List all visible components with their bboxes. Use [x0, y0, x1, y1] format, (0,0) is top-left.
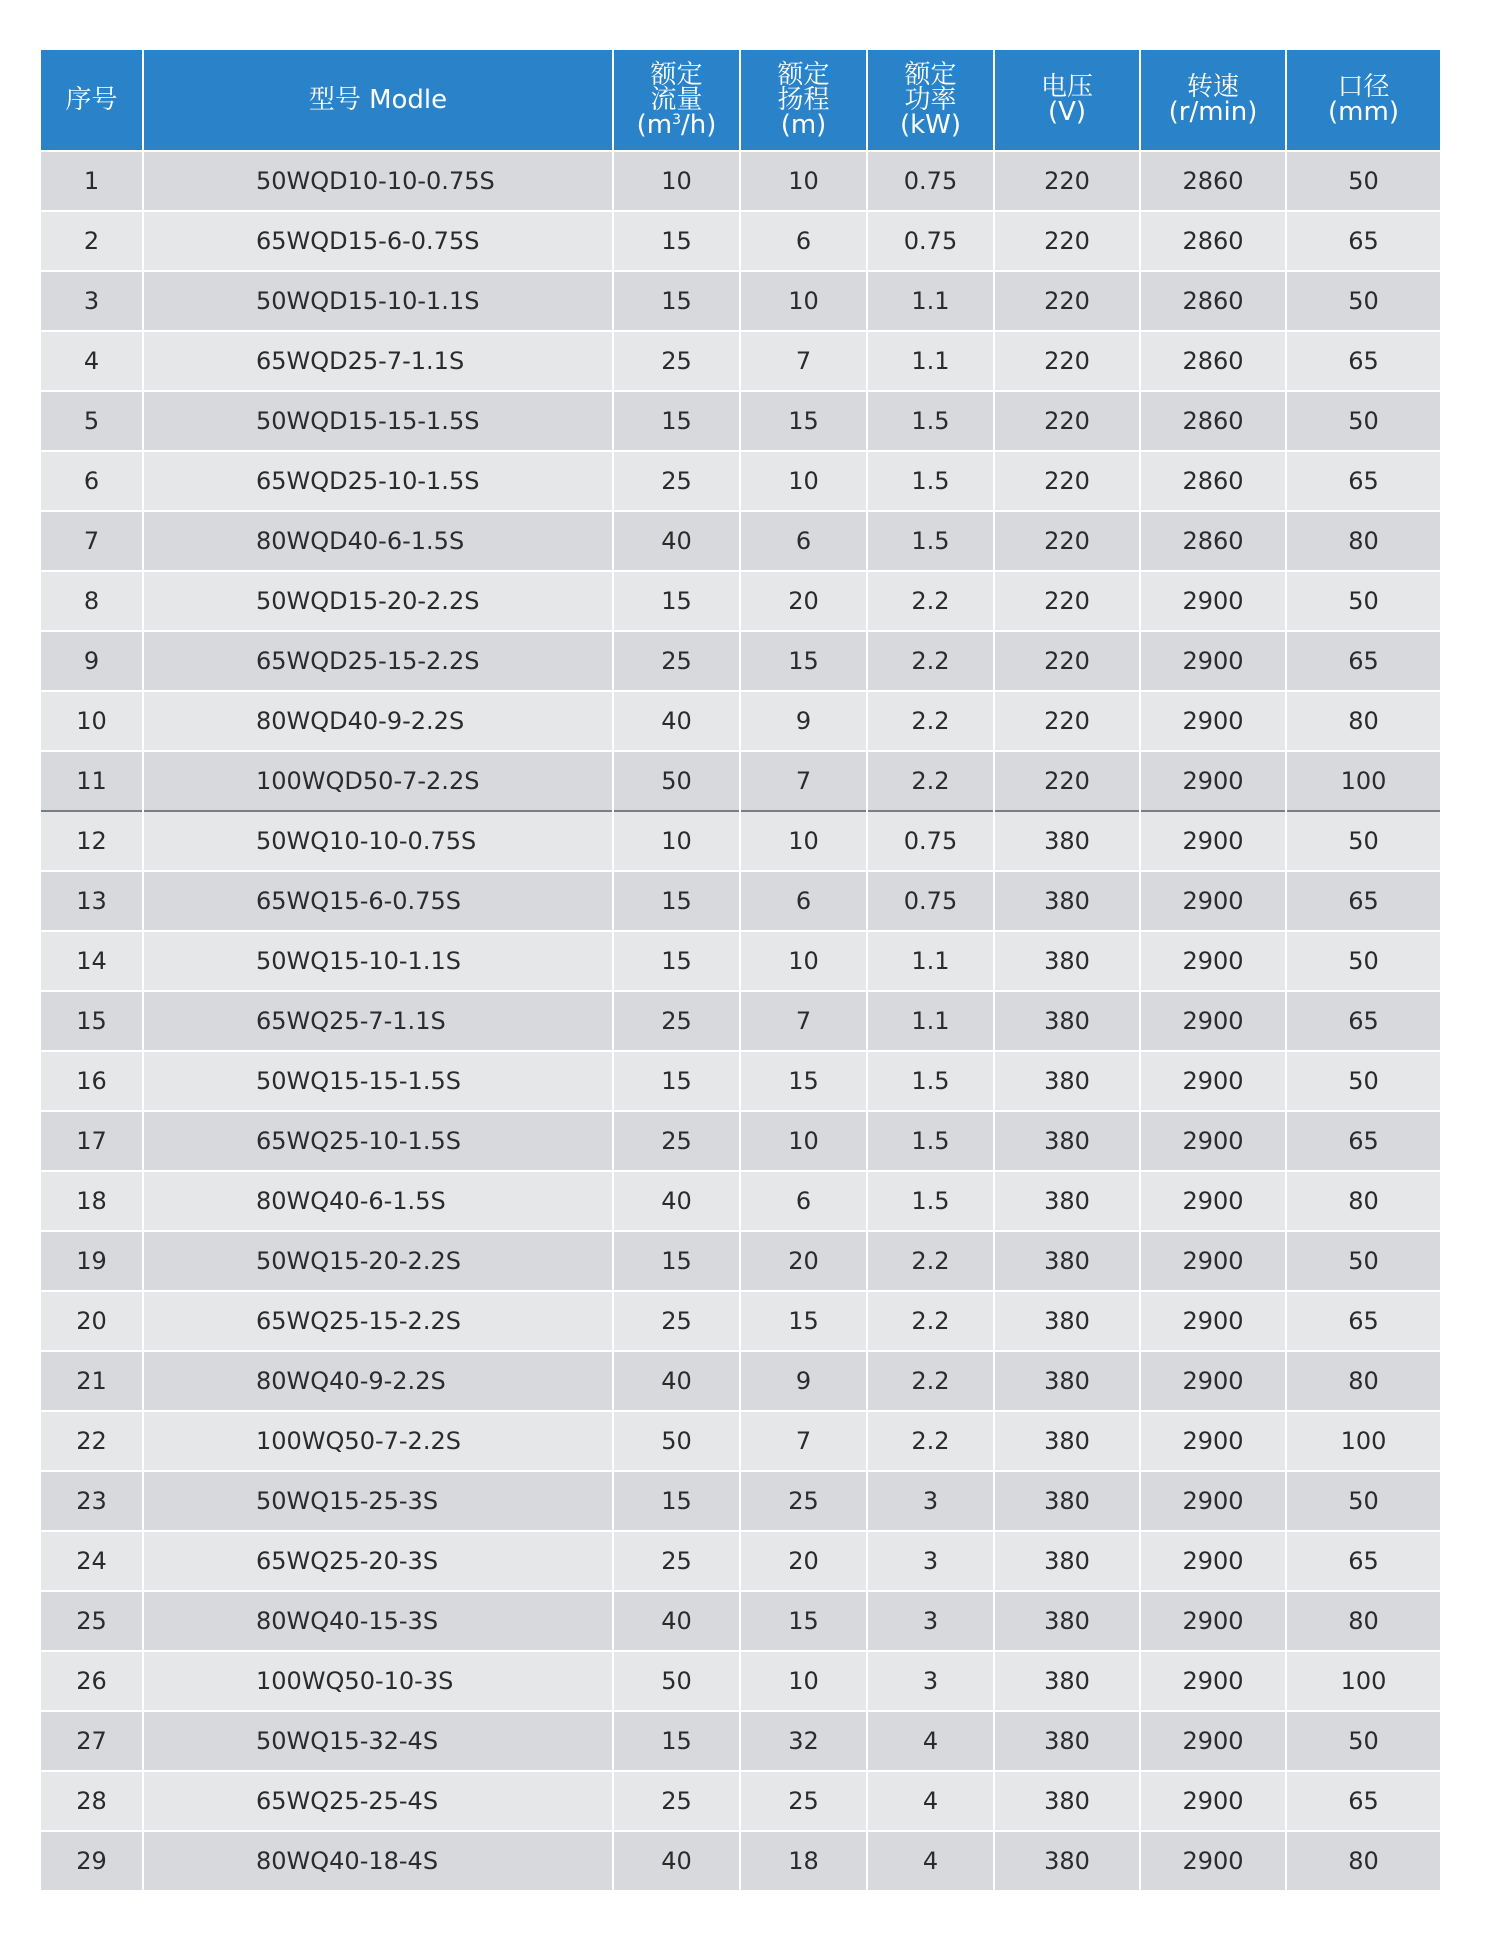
header-head: 额定 扬程 (m): [740, 50, 867, 151]
table-row: [41, 1771, 1440, 1831]
cell-power: 2.2: [867, 1351, 994, 1411]
cell-no: 1: [41, 151, 143, 211]
cell-speed: 2900: [1140, 571, 1286, 631]
header-caliber: 口径 (mm): [1286, 50, 1440, 151]
table-row: [41, 1651, 1440, 1711]
cell-caliber: 50: [1286, 1471, 1440, 1531]
cell-model: 50WQ15-32-4S: [143, 1711, 613, 1771]
cell-speed: 2900: [1140, 631, 1286, 691]
cell-voltage: 380: [994, 1471, 1140, 1531]
cell-speed: 2860: [1140, 211, 1286, 271]
cell-head: 9: [740, 691, 867, 751]
cell-flow: 25: [613, 1771, 740, 1831]
cell-speed: 2900: [1140, 1531, 1286, 1591]
cell-head: 6: [740, 211, 867, 271]
cell-speed: 2900: [1140, 1171, 1286, 1231]
cell-speed: 2860: [1140, 151, 1286, 211]
cell-no: 2: [41, 211, 143, 271]
cell-model: 80WQ40-6-1.5S: [143, 1171, 613, 1231]
cell-power: 1.5: [867, 1051, 994, 1111]
cell-power: 1.1: [867, 271, 994, 331]
table-row: [41, 991, 1440, 1051]
cell-power: 1.5: [867, 511, 994, 571]
cell-head: 7: [740, 751, 867, 811]
cell-no: 24: [41, 1531, 143, 1591]
table-row: [41, 271, 1440, 331]
table-row: [41, 391, 1440, 451]
cell-voltage: 380: [994, 1591, 1140, 1651]
cell-no: 29: [41, 1831, 143, 1890]
cell-no: 25: [41, 1591, 143, 1651]
cell-head: 25: [740, 1471, 867, 1531]
cell-model: 50WQD10-10-0.75S: [143, 151, 613, 211]
cell-power: 3: [867, 1531, 994, 1591]
cell-speed: 2900: [1140, 1351, 1286, 1411]
cell-flow: 25: [613, 1531, 740, 1591]
cell-head: 25: [740, 1771, 867, 1831]
cell-caliber: 80: [1286, 1171, 1440, 1231]
cell-flow: 15: [613, 271, 740, 331]
cell-flow: 25: [613, 331, 740, 391]
cell-flow: 40: [613, 1351, 740, 1411]
cell-speed: 2900: [1140, 1651, 1286, 1711]
cell-head: 10: [740, 451, 867, 511]
cell-speed: 2860: [1140, 391, 1286, 451]
cell-model: 50WQD15-15-1.5S: [143, 391, 613, 451]
cell-head: 15: [740, 631, 867, 691]
cell-head: 7: [740, 331, 867, 391]
table-row: [41, 1111, 1440, 1171]
cell-model: 100WQD50-7-2.2S: [143, 751, 613, 811]
cell-voltage: 220: [994, 631, 1140, 691]
cell-voltage: 380: [994, 871, 1140, 931]
cell-power: 1.1: [867, 331, 994, 391]
cell-voltage: 380: [994, 811, 1140, 871]
cell-head: 10: [740, 1651, 867, 1711]
cell-power: 2.2: [867, 1291, 994, 1351]
table-row: [41, 331, 1440, 391]
cell-flow: 25: [613, 451, 740, 511]
cell-caliber: 80: [1286, 1351, 1440, 1411]
cell-voltage: 380: [994, 1051, 1140, 1111]
cell-caliber: 80: [1286, 511, 1440, 571]
cell-flow: 15: [613, 211, 740, 271]
cell-caliber: 65: [1286, 211, 1440, 271]
cell-power: 2.2: [867, 631, 994, 691]
table-row: [41, 631, 1440, 691]
table-row: [41, 451, 1440, 511]
cell-voltage: 220: [994, 331, 1140, 391]
cell-caliber: 65: [1286, 331, 1440, 391]
cell-model: 50WQ10-10-0.75S: [143, 811, 613, 871]
cell-no: 28: [41, 1771, 143, 1831]
cell-speed: 2900: [1140, 1411, 1286, 1471]
cell-head: 18: [740, 1831, 867, 1890]
cell-voltage: 380: [994, 991, 1140, 1051]
cell-no: 26: [41, 1651, 143, 1711]
cell-flow: 15: [613, 1711, 740, 1771]
table-body: [41, 151, 1440, 1890]
cell-caliber: 65: [1286, 991, 1440, 1051]
cell-model: 65WQD15-6-0.75S: [143, 211, 613, 271]
cell-model: 65WQ25-15-2.2S: [143, 1291, 613, 1351]
cell-caliber: 65: [1286, 451, 1440, 511]
cell-power: 1.1: [867, 991, 994, 1051]
cell-no: 16: [41, 1051, 143, 1111]
cell-model: 80WQ40-9-2.2S: [143, 1351, 613, 1411]
cell-flow: 15: [613, 871, 740, 931]
cell-caliber: 65: [1286, 1111, 1440, 1171]
cell-voltage: 380: [994, 1171, 1140, 1231]
cell-no: 12: [41, 811, 143, 871]
cell-flow: 25: [613, 1291, 740, 1351]
cell-caliber: 50: [1286, 931, 1440, 991]
cell-power: 2.2: [867, 751, 994, 811]
cell-model: 65WQ25-20-3S: [143, 1531, 613, 1591]
table-row: [41, 1411, 1440, 1471]
cell-model: 65WQ25-10-1.5S: [143, 1111, 613, 1171]
cell-flow: 40: [613, 1831, 740, 1890]
cell-head: 6: [740, 871, 867, 931]
cell-head: 10: [740, 151, 867, 211]
cell-speed: 2900: [1140, 751, 1286, 811]
cell-power: 0.75: [867, 151, 994, 211]
cell-voltage: 380: [994, 1651, 1140, 1711]
cell-speed: 2900: [1140, 1231, 1286, 1291]
header-flow: 额定 流量 $(m^3/h)$: [613, 50, 740, 151]
cell-caliber: 65: [1286, 1531, 1440, 1591]
cell-head: 15: [740, 1291, 867, 1351]
cell-no: 4: [41, 331, 143, 391]
cell-voltage: 380: [994, 1531, 1140, 1591]
cell-flow: 15: [613, 1471, 740, 1531]
cell-no: 14: [41, 931, 143, 991]
cell-no: 17: [41, 1111, 143, 1171]
cell-model: 65WQD25-15-2.2S: [143, 631, 613, 691]
header-voltage: 电压 (V): [994, 50, 1140, 151]
table-row: [41, 1351, 1440, 1411]
table-row: [41, 1231, 1440, 1291]
cell-speed: 2900: [1140, 871, 1286, 931]
cell-no: 22: [41, 1411, 143, 1471]
cell-flow: 50: [613, 751, 740, 811]
cell-voltage: 380: [994, 1711, 1140, 1771]
cell-power: 1.5: [867, 391, 994, 451]
cell-speed: 2860: [1140, 511, 1286, 571]
cell-flow: 25: [613, 1111, 740, 1171]
cell-caliber: 50: [1286, 271, 1440, 331]
cell-caliber: 65: [1286, 631, 1440, 691]
cell-no: 21: [41, 1351, 143, 1411]
cell-voltage: 220: [994, 451, 1140, 511]
cell-no: 15: [41, 991, 143, 1051]
cell-caliber: 50: [1286, 1711, 1440, 1771]
cell-flow: 25: [613, 991, 740, 1051]
cell-head: 10: [740, 811, 867, 871]
cell-speed: 2900: [1140, 811, 1286, 871]
cell-power: 1.5: [867, 451, 994, 511]
cell-speed: 2860: [1140, 331, 1286, 391]
cell-head: 10: [740, 271, 867, 331]
cell-flow: 25: [613, 631, 740, 691]
cell-no: 10: [41, 691, 143, 751]
header-no: 序号: [41, 50, 143, 151]
cell-model: 50WQ15-25-3S: [143, 1471, 613, 1531]
table-row: [41, 871, 1440, 931]
cell-power: 1.5: [867, 1171, 994, 1231]
cell-voltage: 220: [994, 211, 1140, 271]
cell-speed: 2900: [1140, 1471, 1286, 1531]
table-row: [41, 571, 1440, 631]
cell-voltage: 380: [994, 931, 1140, 991]
cell-no: 23: [41, 1471, 143, 1531]
cell-power: 1.5: [867, 1111, 994, 1171]
cell-head: 6: [740, 511, 867, 571]
cell-head: 20: [740, 1531, 867, 1591]
cell-power: 0.75: [867, 211, 994, 271]
cell-head: 20: [740, 1231, 867, 1291]
cell-caliber: 50: [1286, 1231, 1440, 1291]
cell-model: 65WQ25-25-4S: [143, 1771, 613, 1831]
header-power: 额定 功率 (kW): [867, 50, 994, 151]
cell-speed: 2860: [1140, 271, 1286, 331]
cell-speed: 2900: [1140, 1591, 1286, 1651]
cell-model: 50WQ15-15-1.5S: [143, 1051, 613, 1111]
cell-no: 20: [41, 1291, 143, 1351]
cell-power: 4: [867, 1831, 994, 1890]
cell-voltage: 220: [994, 571, 1140, 631]
cell-voltage: 220: [994, 271, 1140, 331]
cell-caliber: 80: [1286, 1831, 1440, 1890]
cell-no: 13: [41, 871, 143, 931]
table-row: [41, 1171, 1440, 1231]
cell-speed: 2900: [1140, 1831, 1286, 1890]
table-row: [41, 691, 1440, 751]
table-row: [41, 811, 1440, 871]
header-speed: 转速 (r/min): [1140, 50, 1286, 151]
cell-flow: 15: [613, 391, 740, 451]
cell-power: 4: [867, 1711, 994, 1771]
cell-caliber: 50: [1286, 811, 1440, 871]
cell-voltage: 220: [994, 691, 1140, 751]
cell-model: 100WQ50-7-2.2S: [143, 1411, 613, 1471]
cell-no: 5: [41, 391, 143, 451]
table-row: [41, 1591, 1440, 1651]
cell-head: 10: [740, 1111, 867, 1171]
cell-head: 9: [740, 1351, 867, 1411]
cell-flow: 15: [613, 1231, 740, 1291]
cell-no: 8: [41, 571, 143, 631]
cell-voltage: 380: [994, 1351, 1140, 1411]
cell-speed: 2860: [1140, 451, 1286, 511]
cell-caliber: 80: [1286, 691, 1440, 751]
cell-model: 80WQ40-15-3S: [143, 1591, 613, 1651]
cell-voltage: 220: [994, 391, 1140, 451]
cell-speed: 2900: [1140, 1291, 1286, 1351]
cell-flow: 10: [613, 811, 740, 871]
cell-flow: 50: [613, 1411, 740, 1471]
cell-caliber: 50: [1286, 391, 1440, 451]
header-model: 型号 Modle: [143, 50, 613, 151]
cell-flow: 10: [613, 151, 740, 211]
cell-model: 100WQ50-10-3S: [143, 1651, 613, 1711]
cell-caliber: 50: [1286, 571, 1440, 631]
table-row: [41, 211, 1440, 271]
table-row: [41, 1291, 1440, 1351]
cell-flow: 15: [613, 931, 740, 991]
cell-flow: 40: [613, 1591, 740, 1651]
cell-power: 0.75: [867, 871, 994, 931]
cell-model: 65WQ25-7-1.1S: [143, 991, 613, 1051]
cell-power: 2.2: [867, 571, 994, 631]
cell-no: 27: [41, 1711, 143, 1771]
cell-head: 15: [740, 1051, 867, 1111]
cell-caliber: 50: [1286, 1051, 1440, 1111]
table-row: [41, 751, 1440, 811]
cell-power: 2.2: [867, 691, 994, 751]
table-row: [41, 1831, 1440, 1890]
table-header-row: [41, 50, 1440, 151]
cell-model: 80WQD40-6-1.5S: [143, 511, 613, 571]
cell-caliber: 100: [1286, 1411, 1440, 1471]
cell-model: 65WQD25-7-1.1S: [143, 331, 613, 391]
cell-flow: 15: [613, 1051, 740, 1111]
table-row: [41, 931, 1440, 991]
cell-model: 50WQ15-20-2.2S: [143, 1231, 613, 1291]
cell-head: 32: [740, 1711, 867, 1771]
table-row: [41, 1471, 1440, 1531]
cell-head: 7: [740, 1411, 867, 1471]
cell-caliber: 100: [1286, 751, 1440, 811]
cell-power: 4: [867, 1771, 994, 1831]
cell-head: 20: [740, 571, 867, 631]
cell-flow: 40: [613, 691, 740, 751]
table-row: [41, 1051, 1440, 1111]
cell-no: 19: [41, 1231, 143, 1291]
cell-voltage: 220: [994, 511, 1140, 571]
cell-head: 15: [740, 1591, 867, 1651]
cell-model: 50WQD15-20-2.2S: [143, 571, 613, 631]
cell-no: 7: [41, 511, 143, 571]
cell-voltage: 380: [994, 1291, 1140, 1351]
cell-caliber: 65: [1286, 1771, 1440, 1831]
cell-no: 18: [41, 1171, 143, 1231]
cell-flow: 40: [613, 1171, 740, 1231]
cell-caliber: 80: [1286, 1591, 1440, 1651]
cell-speed: 2900: [1140, 1051, 1286, 1111]
cell-model: 65WQD25-10-1.5S: [143, 451, 613, 511]
cell-power: 3: [867, 1591, 994, 1651]
cell-voltage: 380: [994, 1831, 1140, 1890]
cell-speed: 2900: [1140, 931, 1286, 991]
cell-speed: 2900: [1140, 991, 1286, 1051]
cell-flow: 50: [613, 1651, 740, 1711]
cell-caliber: 65: [1286, 871, 1440, 931]
cell-voltage: 220: [994, 151, 1140, 211]
table-row: [41, 151, 1440, 211]
cell-speed: 2900: [1140, 1771, 1286, 1831]
table-row: [41, 1711, 1440, 1771]
cell-no: 3: [41, 271, 143, 331]
cell-voltage: 380: [994, 1111, 1140, 1171]
cell-power: 3: [867, 1651, 994, 1711]
table-row: [41, 1531, 1440, 1591]
cell-voltage: 380: [994, 1411, 1140, 1471]
cell-no: 6: [41, 451, 143, 511]
cell-speed: 2900: [1140, 1711, 1286, 1771]
cell-power: 3: [867, 1471, 994, 1531]
cell-model: 50WQD15-10-1.1S: [143, 271, 613, 331]
cell-power: 2.2: [867, 1411, 994, 1471]
cell-power: 0.75: [867, 811, 994, 871]
cell-no: 9: [41, 631, 143, 691]
table-row: [41, 511, 1440, 571]
cell-model: 80WQD40-9-2.2S: [143, 691, 613, 751]
cell-caliber: 50: [1286, 151, 1440, 211]
cell-voltage: 380: [994, 1771, 1140, 1831]
pump-spec-table: [41, 50, 1440, 1890]
cell-flow: 40: [613, 511, 740, 571]
cell-model: 65WQ15-6-0.75S: [143, 871, 613, 931]
cell-model: 50WQ15-10-1.1S: [143, 931, 613, 991]
cell-model: 80WQ40-18-4S: [143, 1831, 613, 1890]
cell-head: 6: [740, 1171, 867, 1231]
cell-voltage: 220: [994, 751, 1140, 811]
cell-flow: 15: [613, 571, 740, 631]
cell-no: 11: [41, 751, 143, 811]
cell-head: 15: [740, 391, 867, 451]
cell-caliber: 100: [1286, 1651, 1440, 1711]
cell-speed: 2900: [1140, 691, 1286, 751]
cell-caliber: 65: [1286, 1291, 1440, 1351]
cell-power: 2.2: [867, 1231, 994, 1291]
cell-voltage: 380: [994, 1231, 1140, 1291]
cell-head: 7: [740, 991, 867, 1051]
cell-speed: 2900: [1140, 1111, 1286, 1171]
cell-head: 10: [740, 931, 867, 991]
cell-power: 1.1: [867, 931, 994, 991]
